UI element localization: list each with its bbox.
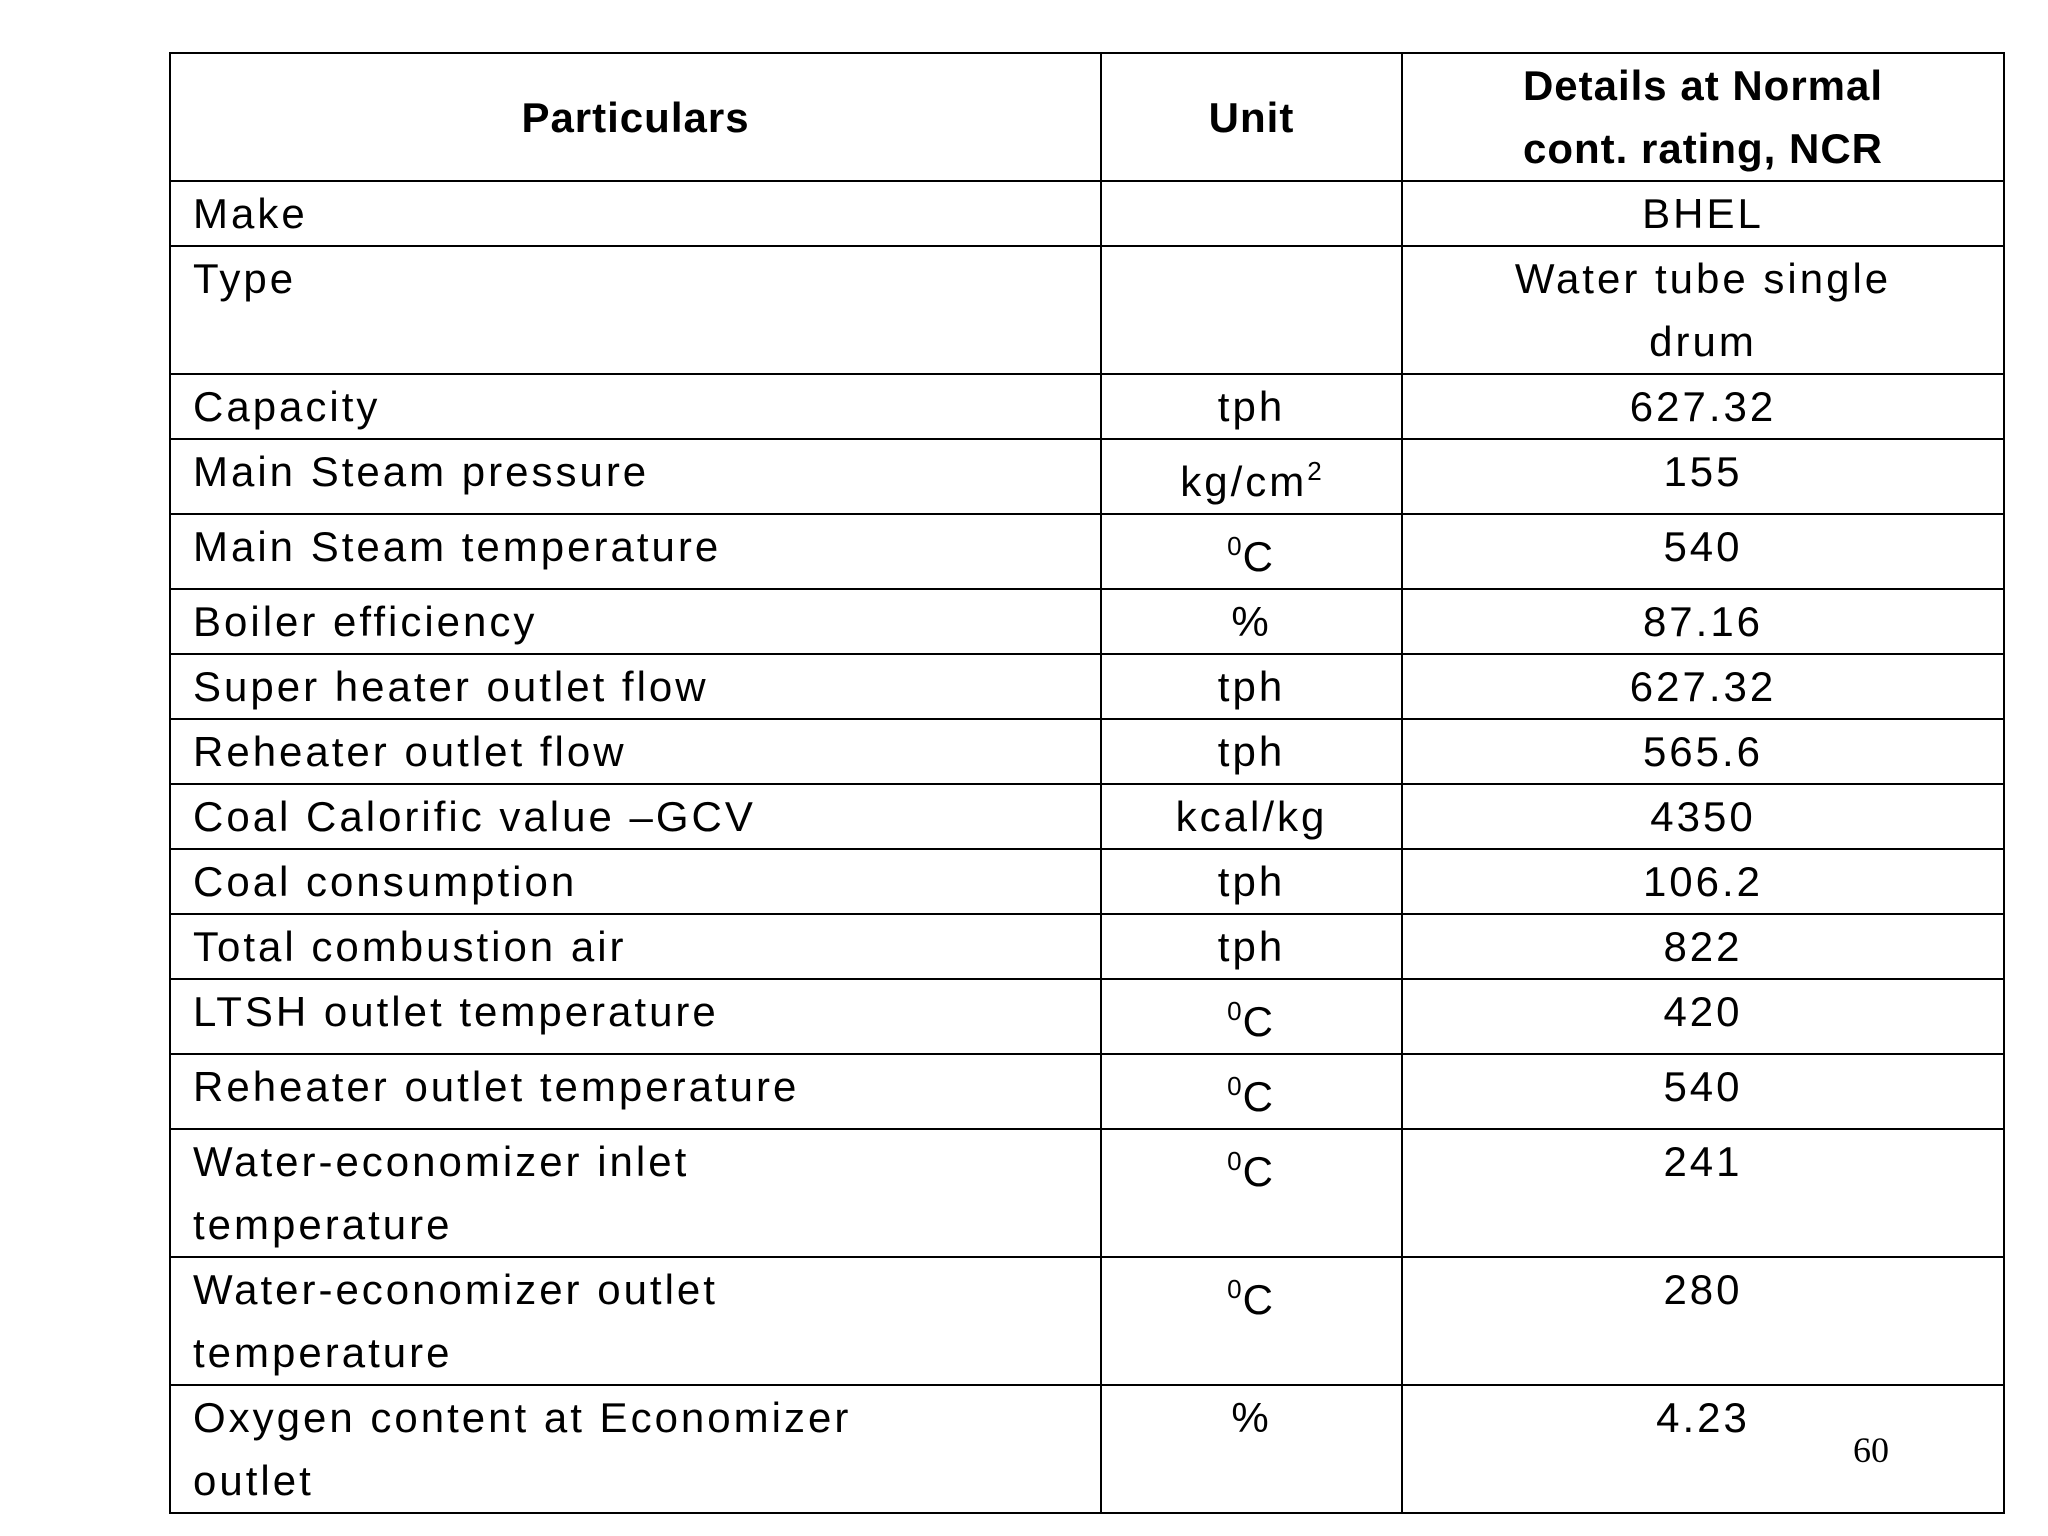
table-row [170, 914, 2004, 979]
row-unit: tph [1101, 849, 1402, 914]
row-value: 4350 [1402, 784, 2004, 849]
row-particular: Water-economizer outlet temperature [170, 1257, 1101, 1385]
table-row [170, 784, 2004, 849]
row-value: 627.32 [1402, 374, 2004, 439]
row-value: 565.6 [1402, 719, 2004, 784]
row-unit [1101, 246, 1402, 374]
row-value: 155 [1402, 439, 2004, 514]
header-unit: Unit [1101, 53, 1402, 181]
row-value: BHEL [1402, 181, 2004, 246]
row-particular: Coal Calorific value –GCV [170, 784, 1101, 849]
unit-superscript: 0 [1227, 1146, 1243, 1176]
row-unit [1101, 1257, 1402, 1385]
row-unit [1101, 181, 1402, 246]
table-row [170, 849, 2004, 914]
table-row [170, 181, 2004, 246]
row-particular: Reheater outlet flow [170, 719, 1101, 784]
unit-base-text: C [1242, 1148, 1276, 1195]
unit-superscript: 0 [1227, 1274, 1243, 1304]
page-number: 60 [1853, 1430, 1889, 1470]
row-unit [1101, 1054, 1402, 1129]
row-value: 87.16 [1402, 589, 2004, 654]
row-unit: tph [1101, 914, 1402, 979]
row-unit: tph [1101, 719, 1402, 784]
unit-superscript: 0 [1227, 996, 1243, 1026]
table-row [170, 514, 2004, 589]
table-row [170, 589, 2004, 654]
table-row [170, 979, 2004, 1054]
table-row [170, 1129, 2004, 1257]
unit-base-text: kg/cm [1180, 458, 1308, 505]
row-particular: Type [170, 246, 1101, 374]
row-unit [1101, 1129, 1402, 1257]
row-value: 540 [1402, 1054, 2004, 1129]
row-particular: LTSH outlet temperature [170, 979, 1101, 1054]
row-value: 280 [1402, 1257, 2004, 1385]
table-row [170, 246, 2004, 374]
row-particular: Total combustion air [170, 914, 1101, 979]
row-particular: Main Steam pressure [170, 439, 1101, 514]
unit-base-text: C [1242, 1276, 1276, 1323]
row-value: 540 [1402, 514, 2004, 589]
unit-superscript: 0 [1227, 1071, 1243, 1101]
boiler-specification-table [169, 52, 2005, 1514]
row-value: 822 [1402, 914, 2004, 979]
table-header-row [170, 53, 2004, 181]
row-unit [1101, 439, 1402, 514]
row-particular: Water-economizer inlet temperature [170, 1129, 1101, 1257]
row-unit: tph [1101, 374, 1402, 439]
table-row [170, 1385, 2004, 1513]
row-value: 4.23 [1402, 1385, 2004, 1513]
unit-base-text: C [1242, 1073, 1276, 1120]
row-unit: kcal/kg [1101, 784, 1402, 849]
table-row [170, 1257, 2004, 1385]
row-particular: Make [170, 181, 1101, 246]
row-unit: % [1101, 1385, 1402, 1513]
row-particular: Boiler efficiency [170, 589, 1101, 654]
header-particulars: Particulars [170, 53, 1101, 181]
table-row [170, 1054, 2004, 1129]
unit-base-text: C [1242, 533, 1276, 580]
row-unit [1101, 979, 1402, 1054]
row-particular: Main Steam temperature [170, 514, 1101, 589]
header-details-ncr: Details at Normal cont. rating, NCR [1402, 53, 2004, 181]
row-value: Water tube single drum [1402, 246, 2004, 374]
table-row [170, 374, 2004, 439]
unit-base-text: C [1242, 998, 1276, 1045]
row-particular: Super heater outlet flow [170, 654, 1101, 719]
row-value: 420 [1402, 979, 2004, 1054]
row-particular: Oxygen content at Economizer outlet [170, 1385, 1101, 1513]
row-unit: tph [1101, 654, 1402, 719]
table-row [170, 654, 2004, 719]
row-value: 106.2 [1402, 849, 2004, 914]
table-row [170, 719, 2004, 784]
unit-superscript: 0 [1227, 531, 1243, 561]
row-unit: % [1101, 589, 1402, 654]
row-value: 241 [1402, 1129, 2004, 1257]
table-row [170, 439, 2004, 514]
row-particular: Coal consumption [170, 849, 1101, 914]
row-particular: Capacity [170, 374, 1101, 439]
unit-superscript: 2 [1307, 456, 1323, 486]
row-value: 627.32 [1402, 654, 2004, 719]
row-unit [1101, 514, 1402, 589]
row-particular: Reheater outlet temperature [170, 1054, 1101, 1129]
